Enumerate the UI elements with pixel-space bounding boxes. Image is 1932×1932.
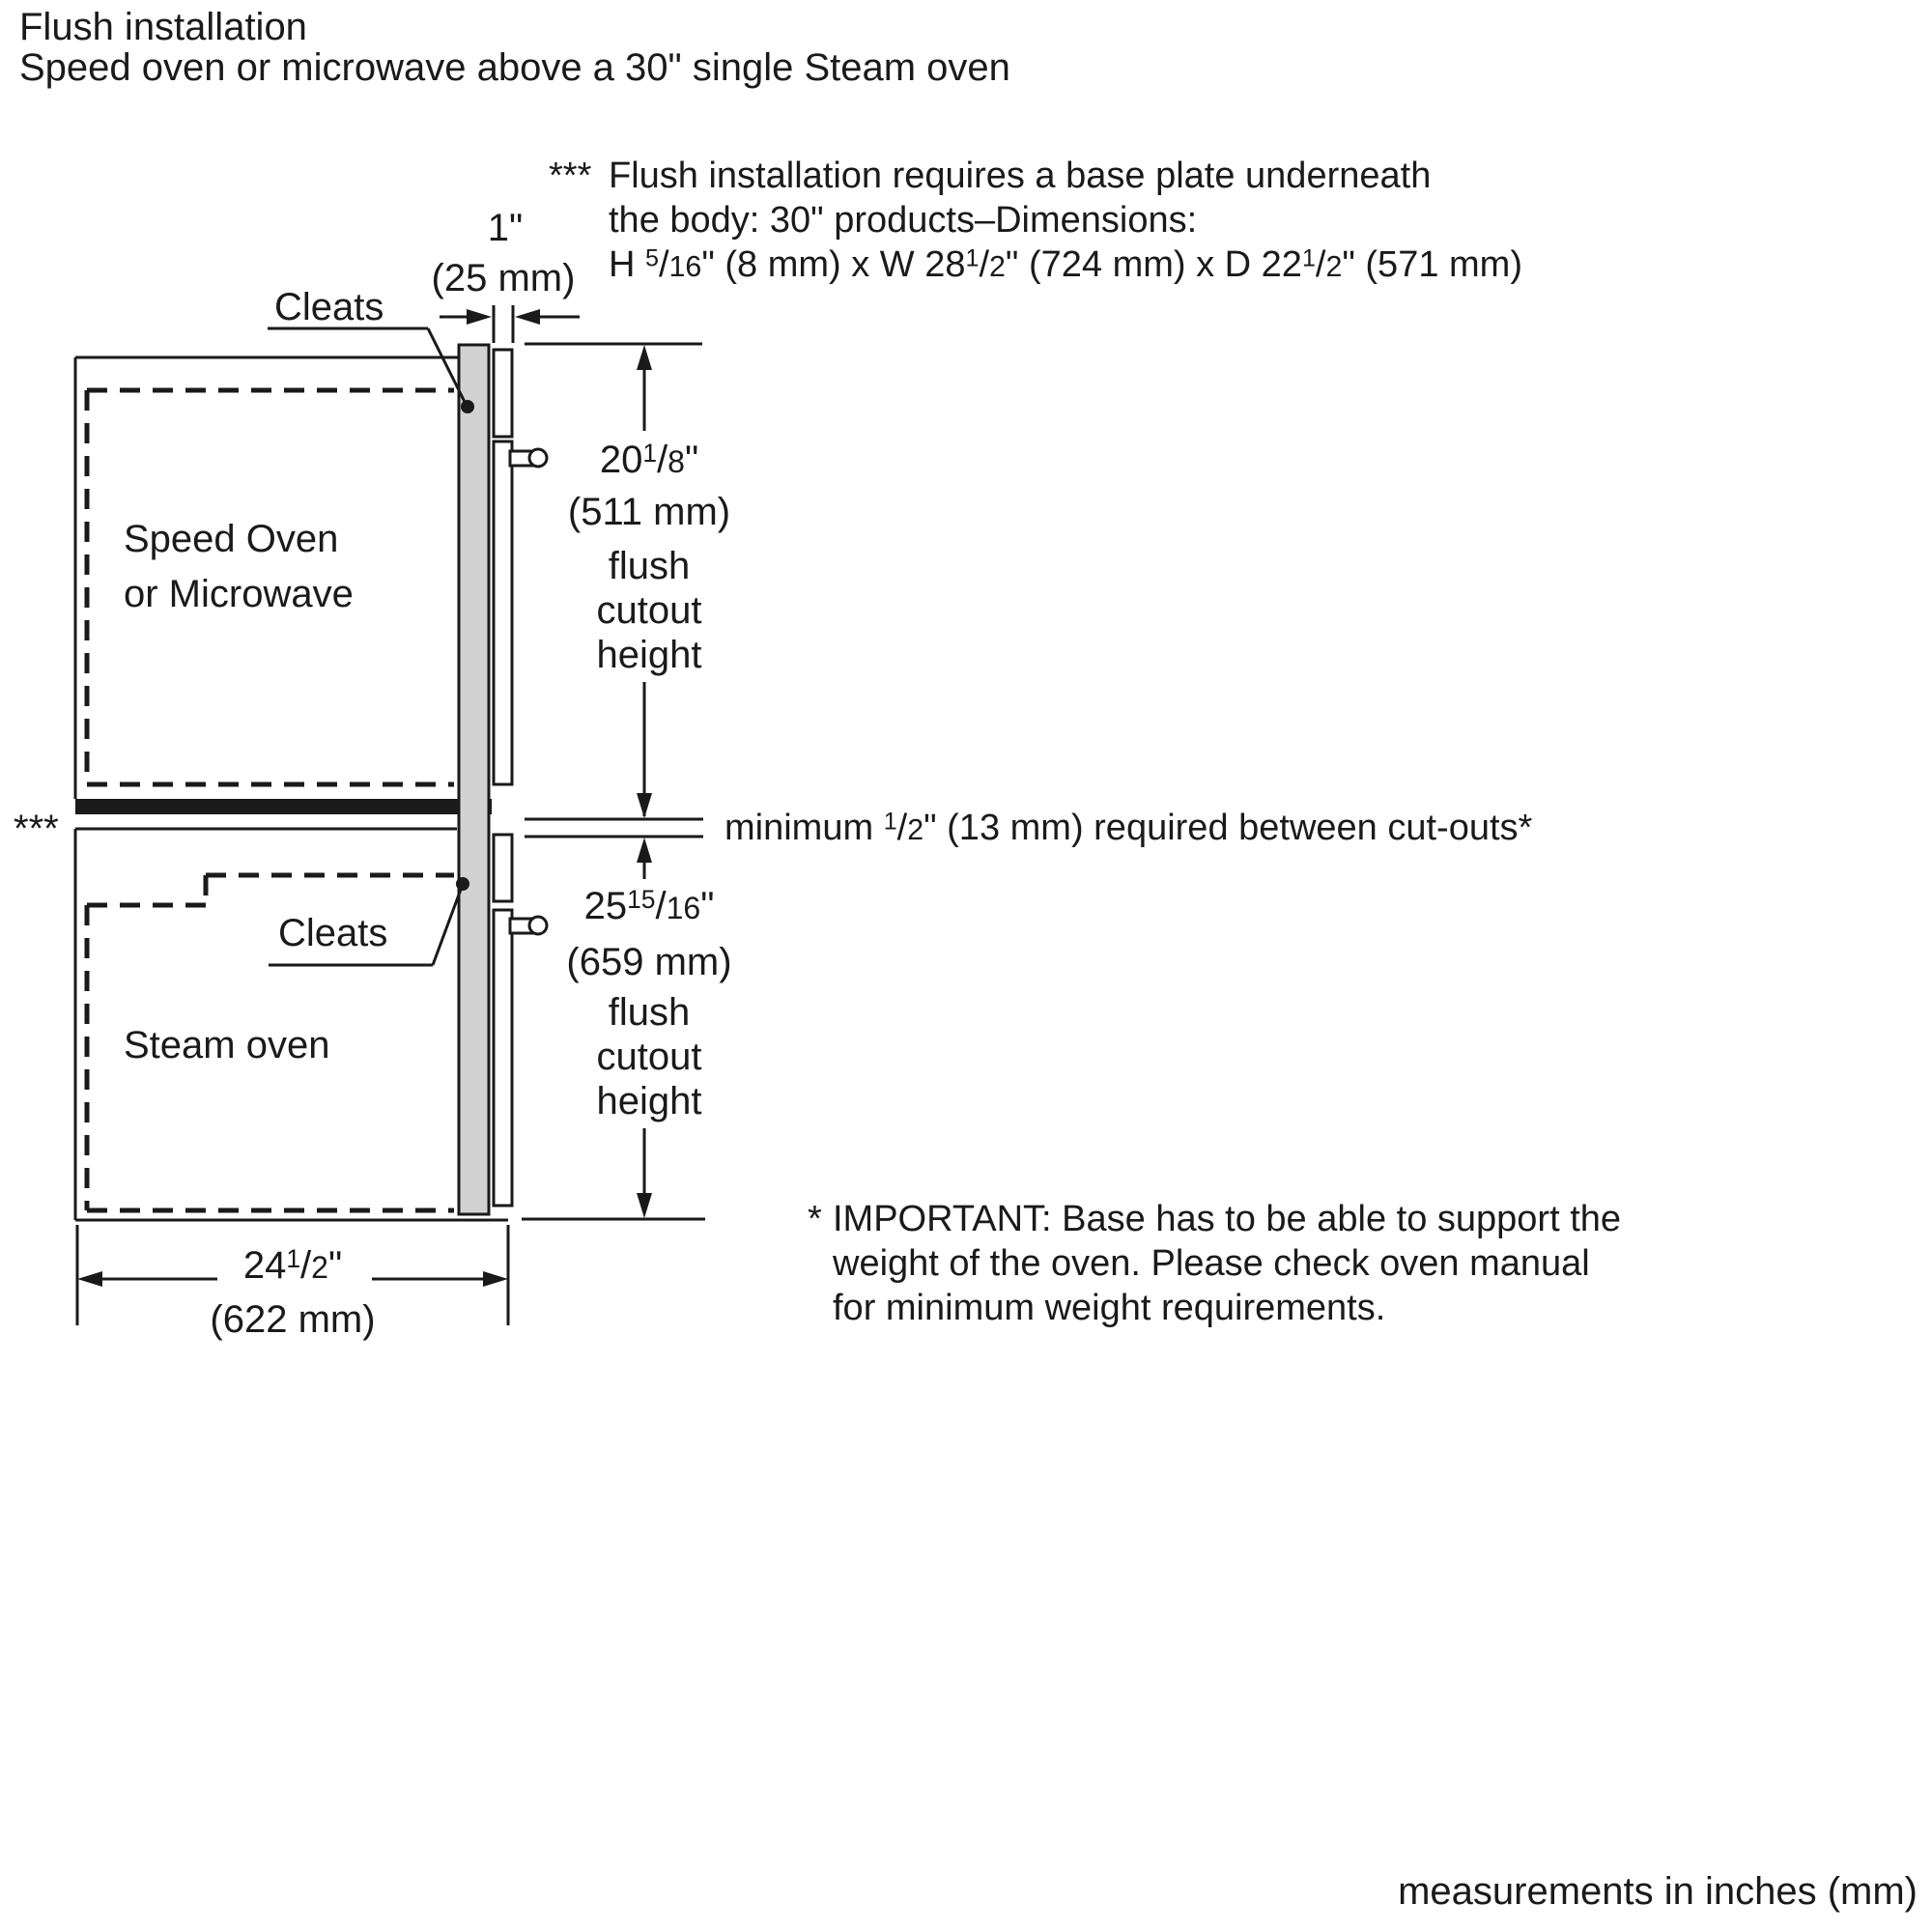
page-title-line1: Flush installation <box>19 6 307 48</box>
dim-cleat-thickness-lines <box>440 305 580 343</box>
dim-upper-caption2: cutout <box>596 589 702 632</box>
dim-gap-lines <box>525 819 703 837</box>
base-plate-note-line2: the body: 30" products–Dimensions: <box>609 200 1198 241</box>
dim-lower-caption1: flush <box>608 991 691 1034</box>
important-note-marker: * <box>808 1199 822 1239</box>
important-note-line3: for minimum weight requirements. <box>833 1288 1386 1328</box>
dim-upper-mm-label: (511 mm) <box>567 491 731 533</box>
base-plate-note-marker: *** <box>549 156 592 196</box>
divider-bar <box>75 799 492 814</box>
cleat-blocks <box>494 350 512 1206</box>
dim-lower-caption3: height <box>596 1080 702 1122</box>
important-note-line1: IMPORTANT: Base has to be able to support the <box>833 1199 1622 1239</box>
cleats-label-top: Cleats <box>274 286 384 328</box>
dim-width-mm-label: (622 mm) <box>210 1298 376 1341</box>
base-plate-note-line3: H $^5$/16" (8 mm) x W $28^1/2$" (724 mm) x D $22^1/2$" (571 mm) <box>609 244 1522 285</box>
units-note: measurements in inches (mm) <box>1398 1870 1918 1913</box>
dim-width-inches-label: $24^1/2$" <box>242 1243 343 1287</box>
dim-cleat-inches-label: 1" <box>487 207 524 249</box>
dim-cleat-mm-label: (25 mm) <box>431 257 576 299</box>
dim-lower-caption2: cutout <box>596 1036 702 1078</box>
dim-upper-caption3: height <box>596 634 702 676</box>
dim-lower-inches-label: $25^{15}/16$" <box>583 884 715 927</box>
gap-requirement-note: minimum $^1$/2" (13 mm) required between cut-outs* <box>724 808 1533 848</box>
important-note-line2: weight of the oven. Please check oven manual <box>833 1243 1590 1284</box>
dim-upper-inches-label: $20^1/8$" <box>599 438 699 481</box>
triple-asterisk-marker: *** <box>14 808 59 850</box>
page-title-line2: Speed oven or microwave above a 30" single Steam oven <box>19 46 1010 89</box>
base-plate-note-line1: Flush installation requires a base plate underneath <box>609 156 1432 196</box>
cleats-label-bottom: Cleats <box>278 912 388 954</box>
dim-upper-caption1: flush <box>608 545 691 587</box>
steam-oven-label: Steam oven <box>124 1024 330 1066</box>
speed-oven-label-line1: Speed Oven <box>124 518 339 560</box>
leader-cleats-top <box>268 328 474 413</box>
speed-oven-label-line2: or Microwave <box>124 573 354 615</box>
mounting-peg-lower <box>510 917 547 934</box>
cleat-strip <box>459 345 489 1214</box>
dim-lower-mm-label: (659 mm) <box>566 941 732 983</box>
mounting-peg-upper <box>510 449 547 467</box>
